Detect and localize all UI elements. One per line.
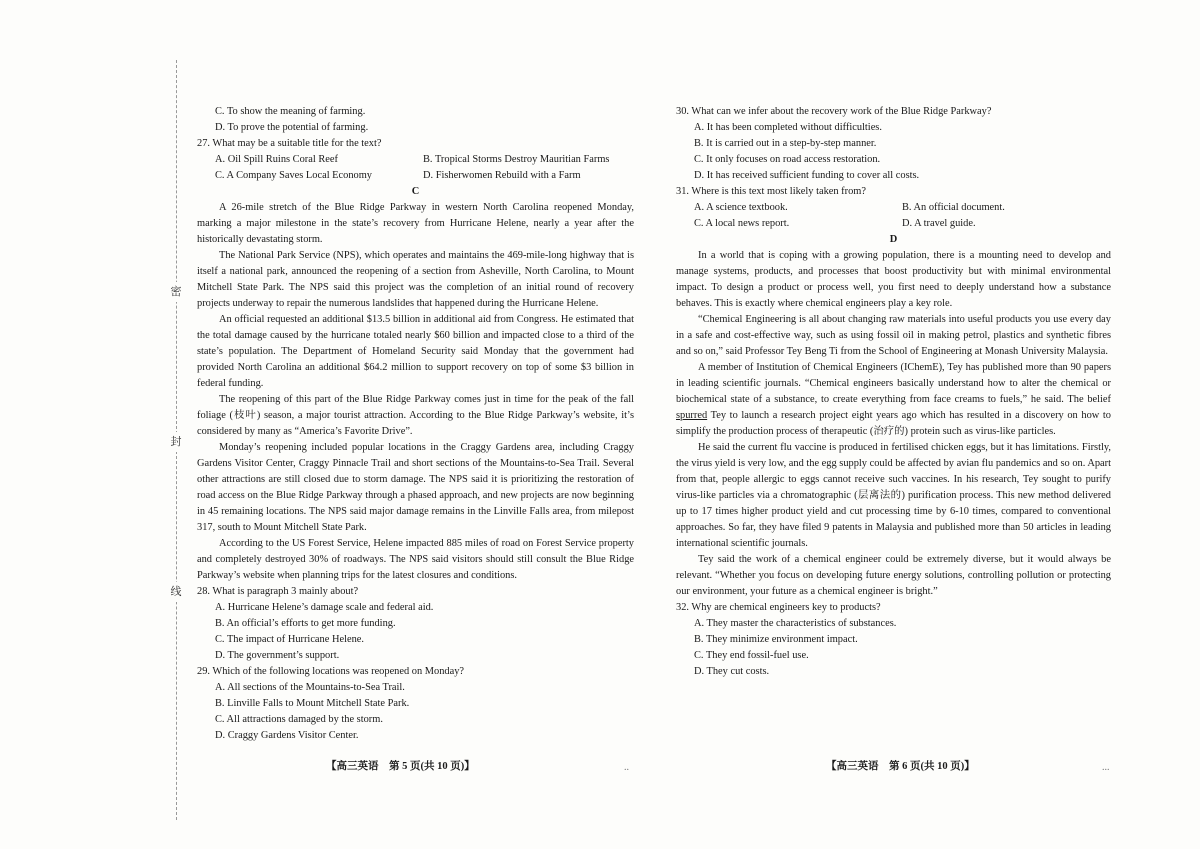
q27-options-row-1	[197, 152, 634, 168]
q32-option-c[interactable]: C. They end fossil-fuel use.	[694, 650, 809, 661]
page-5-footer: 【高三英语 第 5 页(共 10 页)】	[326, 761, 475, 772]
passage-c-paragraph-5: Monday’s reopening included popular locations in the Craggy Gardens area, including Craggy Gardens Visitor Center, Craggy Pinnacle Trail and short sections of the Mountains-to-Sea Trail. Several other attractions are still closed due to storm damage. The NPS said it is prioritizing the restoration of road access on the Blue Ridge Parkway through a phased approach, and new projects are now beginning in 45 remaining locations. The NPS said major damage remains in the Linville Falls area, from milepost 317, south to Mount Mitchell State Park.	[197, 442, 634, 533]
q31-options-row-2	[676, 216, 1111, 232]
q30-option-c[interactable]: C. It only focuses on road access restoration.	[694, 154, 881, 165]
q28-option-d[interactable]: D. The government’s support.	[215, 650, 340, 661]
passage-d-p3-text-before: A member of Institution of Chemical Engineers (IChemE), Tey has published more than 90 papers in leading scientific journals. “Chemical engineers basically understand how to alter the chemical or biochemical state of a substance, to create everything from face creams to fuels,” he said. The belief	[676, 362, 1111, 405]
q32-option-a[interactable]: A. They master the characteristics of substances.	[694, 618, 897, 629]
q27-option-a[interactable]: A. Oil Spill Ruins Coral Reef	[215, 154, 338, 165]
q28-option-a[interactable]: A. Hurricane Helene’s damage scale and federal aid.	[215, 602, 434, 613]
q31-options-row-1	[676, 200, 1111, 216]
q29-option-a[interactable]: A. All sections of the Mountains-to-Sea Trail.	[215, 682, 405, 693]
q31-option-d[interactable]: D. A travel guide.	[902, 218, 976, 229]
section-heading-d: D	[889, 234, 898, 245]
q29-option-c[interactable]: C. All attractions damaged by the storm.	[215, 714, 383, 725]
q28-option-c[interactable]: C. The impact of Hurricane Helene.	[215, 634, 364, 645]
passage-c-paragraph-2: The National Park Service (NPS), which operates and maintains the 469-mile-long highway that is itself a national park, announced the reopening of a section from Asheville, North Carolina, to Mount Mitchell State Park. The NPS said this project was the completion of an initial round of recovery projects underway to repair the numerous landslides that happened during the Hurricane Helene.	[197, 250, 634, 309]
passage-c-paragraph-3: An official requested an additional $13.5 billion in additional aid from Congress. He estimated that the total damage caused by the hurricane totaled nearly $60 billion and impacted close to a third of the state’s population. The Department of Homeland Security said Monday that the government had provided North Carolina an additional $64.2 million to support recovery on top of some $3 billion in federal funding.	[197, 314, 634, 389]
q32-option-d[interactable]: D. They cut costs.	[694, 666, 770, 677]
q30-stem: 30. What can we infer about the recovery work of the Blue Ridge Parkway?	[676, 106, 992, 117]
section-heading-c: C	[411, 186, 420, 197]
page-6-footer: 【高三英语 第 6 页(共 10 页)】	[826, 761, 975, 772]
q29-stem: 29. Which of the following locations was reopened on Monday?	[197, 666, 465, 677]
passage-d-paragraph-4: He said the current flu vaccine is produced in fertilised chicken eggs, but it has limitations. Firstly, the virus yield is very low, and the egg supply could be affected by avian flu pandemics and so on. Apart from that, people allergic to eggs cannot receive such vaccines. In his research, Tey sought to purify virus-like particles via a chromatographic (层离法的) purification process. This new method delivered up to 17 times higher product yield and cut processing time by 6-10 times, compared to conventional approaches. So far, they have filed 9 patents in Malaysia and published more than 50 articles in leading international scientific journals.	[676, 442, 1111, 549]
page-5-corner-mark: ..	[624, 762, 629, 773]
passage-d-paragraph-3	[676, 360, 1111, 440]
page-5-column	[197, 104, 634, 744]
q32-option-b[interactable]: B. They minimize environment impact.	[694, 634, 858, 645]
passage-c-paragraph-1: A 26-mile stretch of the Blue Ridge Parkway in western North Carolina reopened Monday, marking a major milestone in the state’s recovery from Hurricane Helene, nearly a year after the historically devastating storm.	[197, 202, 634, 245]
q30-option-d[interactable]: D. It has received sufficient funding to cover all costs.	[694, 170, 920, 181]
q27-option-d[interactable]: D. Fisherwomen Rebuild with a Farm	[423, 170, 581, 181]
q32-stem: 32. Why are chemical engineers key to products?	[676, 602, 881, 613]
binding-char-mi: 密	[166, 282, 186, 302]
q29-option-d[interactable]: D. Craggy Gardens Visitor Center.	[215, 730, 359, 741]
q28-option-b[interactable]: B. An official’s efforts to get more funding.	[215, 618, 396, 629]
q31-option-c[interactable]: C. A local news report.	[694, 218, 790, 229]
q28-stem: 28. What is paragraph 3 mainly about?	[197, 586, 359, 597]
passage-d-p3-text-after: Tey to launch a research project eight years ago which has resulted in a discovery on how to simplify the production process of therapeutic (治疗的) protein such as virus-like particles.	[676, 410, 1111, 437]
underlined-word-spurred: spurred	[676, 410, 708, 421]
q29-option-b[interactable]: B. Linville Falls to Mount Mitchell State Park.	[215, 698, 410, 709]
q27-option-b[interactable]: B. Tropical Storms Destroy Mauritian Farms	[423, 154, 610, 165]
passage-d-paragraph-1: In a world that is coping with a growing population, there is a mounting need to develop and manage systems, products, and processes that boost productivity but with minimal environmental impact. To design a product or process well, you first need to deeply understand how a substance behaves. This is exactly where chemical engineers play a key role.	[676, 250, 1111, 309]
passage-d-paragraph-5: Tey said the work of a chemical engineer could be extremely diverse, but it would always be relevant. “Whether you focus on developing future energy solutions, controlling pollution or protecting our environment, your future as a chemical engineer is bright.”	[676, 554, 1111, 597]
q27-options-row-2	[197, 168, 634, 184]
passage-c-paragraph-4: The reopening of this part of the Blue Ridge Parkway comes just in time for the peak of the fall foliage (枝叶) season, a major tourist attraction. According to the Blue Ridge Parkway’s website, it’s considered by many as “America’s Favorite Drive”.	[197, 394, 634, 437]
q30-option-a[interactable]: A. It has been completed without difficulties.	[694, 122, 882, 133]
page-6-column	[676, 104, 1111, 680]
q31-option-a[interactable]: A. A science textbook.	[694, 202, 788, 213]
page-6-corner-mark: ...	[1102, 762, 1110, 773]
passage-c-paragraph-6: According to the US Forest Service, Helene impacted 885 miles of road on Forest Service property and completely destroyed 30% of roadways. The NPS said visitors should still consult the Blue Ridge Parkway’s website when planning trips for the latest closures and conditions.	[197, 538, 634, 581]
q31-stem: 31. Where is this text most likely taken from?	[676, 186, 866, 197]
binding-char-feng: 封	[166, 432, 186, 452]
q31-option-b[interactable]: B. An official document.	[902, 202, 1005, 213]
passage-d-paragraph-2: “Chemical Engineering is all about changing raw materials into useful products you use every day in a safe and cost-effective way, such as using fossil oil in making petrol, plastics and synthetic fibres and so on,” said Professor Tey Beng Ti from the School of Engineering at Monash University Malaysia.	[676, 314, 1111, 357]
q26-option-d[interactable]: D. To prove the potential of farming.	[215, 122, 369, 133]
q26-option-c[interactable]: C. To show the meaning of farming.	[215, 106, 366, 117]
q27-stem: 27. What may be a suitable title for the text?	[197, 138, 382, 149]
binding-char-xian: 线	[166, 582, 186, 602]
q27-option-c[interactable]: C. A Company Saves Local Economy	[215, 170, 372, 181]
q30-option-b[interactable]: B. It is carried out in a step-by-step manner.	[694, 138, 877, 149]
